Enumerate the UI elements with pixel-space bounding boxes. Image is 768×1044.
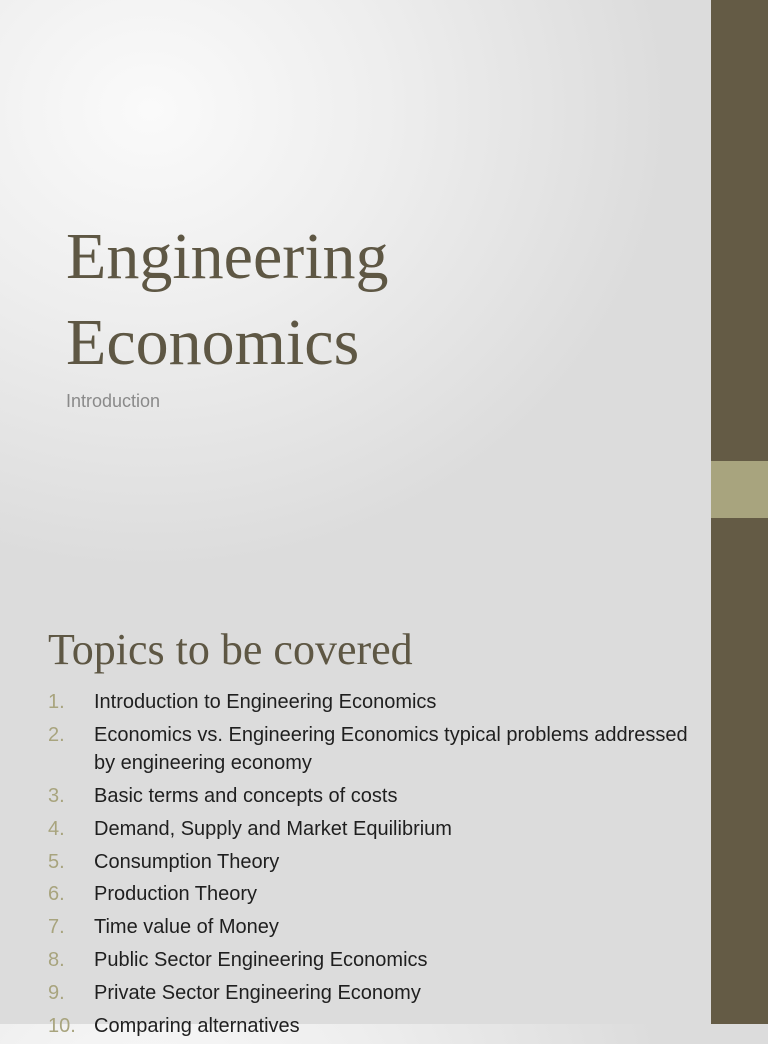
topic-item [48, 946, 688, 975]
topic-text: Introduction to Engineering Economics [94, 691, 437, 713]
topic-text: Basic terms and concepts of costs [94, 785, 398, 808]
topic-number: 10. [48, 1014, 76, 1037]
slide-subtitle: Introduction [66, 391, 161, 411]
topics-heading: Topics to be covered [48, 625, 413, 674]
topic-number: 1. [48, 691, 65, 713]
sidebar-accent-block [711, 461, 768, 518]
topic-number: 7. [48, 916, 65, 939]
slide-title-line-1: Engineering [66, 220, 389, 293]
topic-number: 6. [48, 883, 65, 906]
topic-number: 4. [48, 817, 65, 840]
slide-sidebar-bar [711, 0, 768, 1024]
topic-item [48, 815, 688, 844]
topic-text: Demand, Supply and Market Equilibrium [94, 817, 452, 840]
topic-text: Time value of Money [94, 916, 279, 939]
topic-item [48, 721, 688, 778]
slide-separator [0, 560, 711, 561]
topic-item [48, 782, 688, 811]
topic-item [48, 913, 688, 942]
topic-item [48, 979, 688, 1008]
topic-text: Consumption Theory [94, 850, 280, 873]
topic-text: Public Sector Engineering Economics [94, 949, 428, 972]
topic-text: Comparing alternatives [94, 1014, 300, 1037]
topic-item [48, 1012, 688, 1041]
topic-number: 8. [48, 949, 65, 972]
topic-number: 3. [48, 785, 65, 808]
topic-item [48, 688, 688, 717]
topic-number: 9. [48, 981, 65, 1004]
slide-title-line-2: Economics [66, 306, 360, 379]
topic-item [48, 848, 688, 877]
topics-list [48, 688, 688, 1044]
slide-title [66, 214, 686, 386]
topic-item [48, 880, 688, 909]
topic-number: 5. [48, 850, 65, 873]
topic-text: Production Theory [94, 883, 258, 906]
topic-number: 2. [48, 723, 65, 746]
topic-text: Economics vs. Engineering Economics typical problems addressed by engineering economy [94, 723, 688, 775]
topic-text: Private Sector Engineering Economy [94, 981, 421, 1004]
